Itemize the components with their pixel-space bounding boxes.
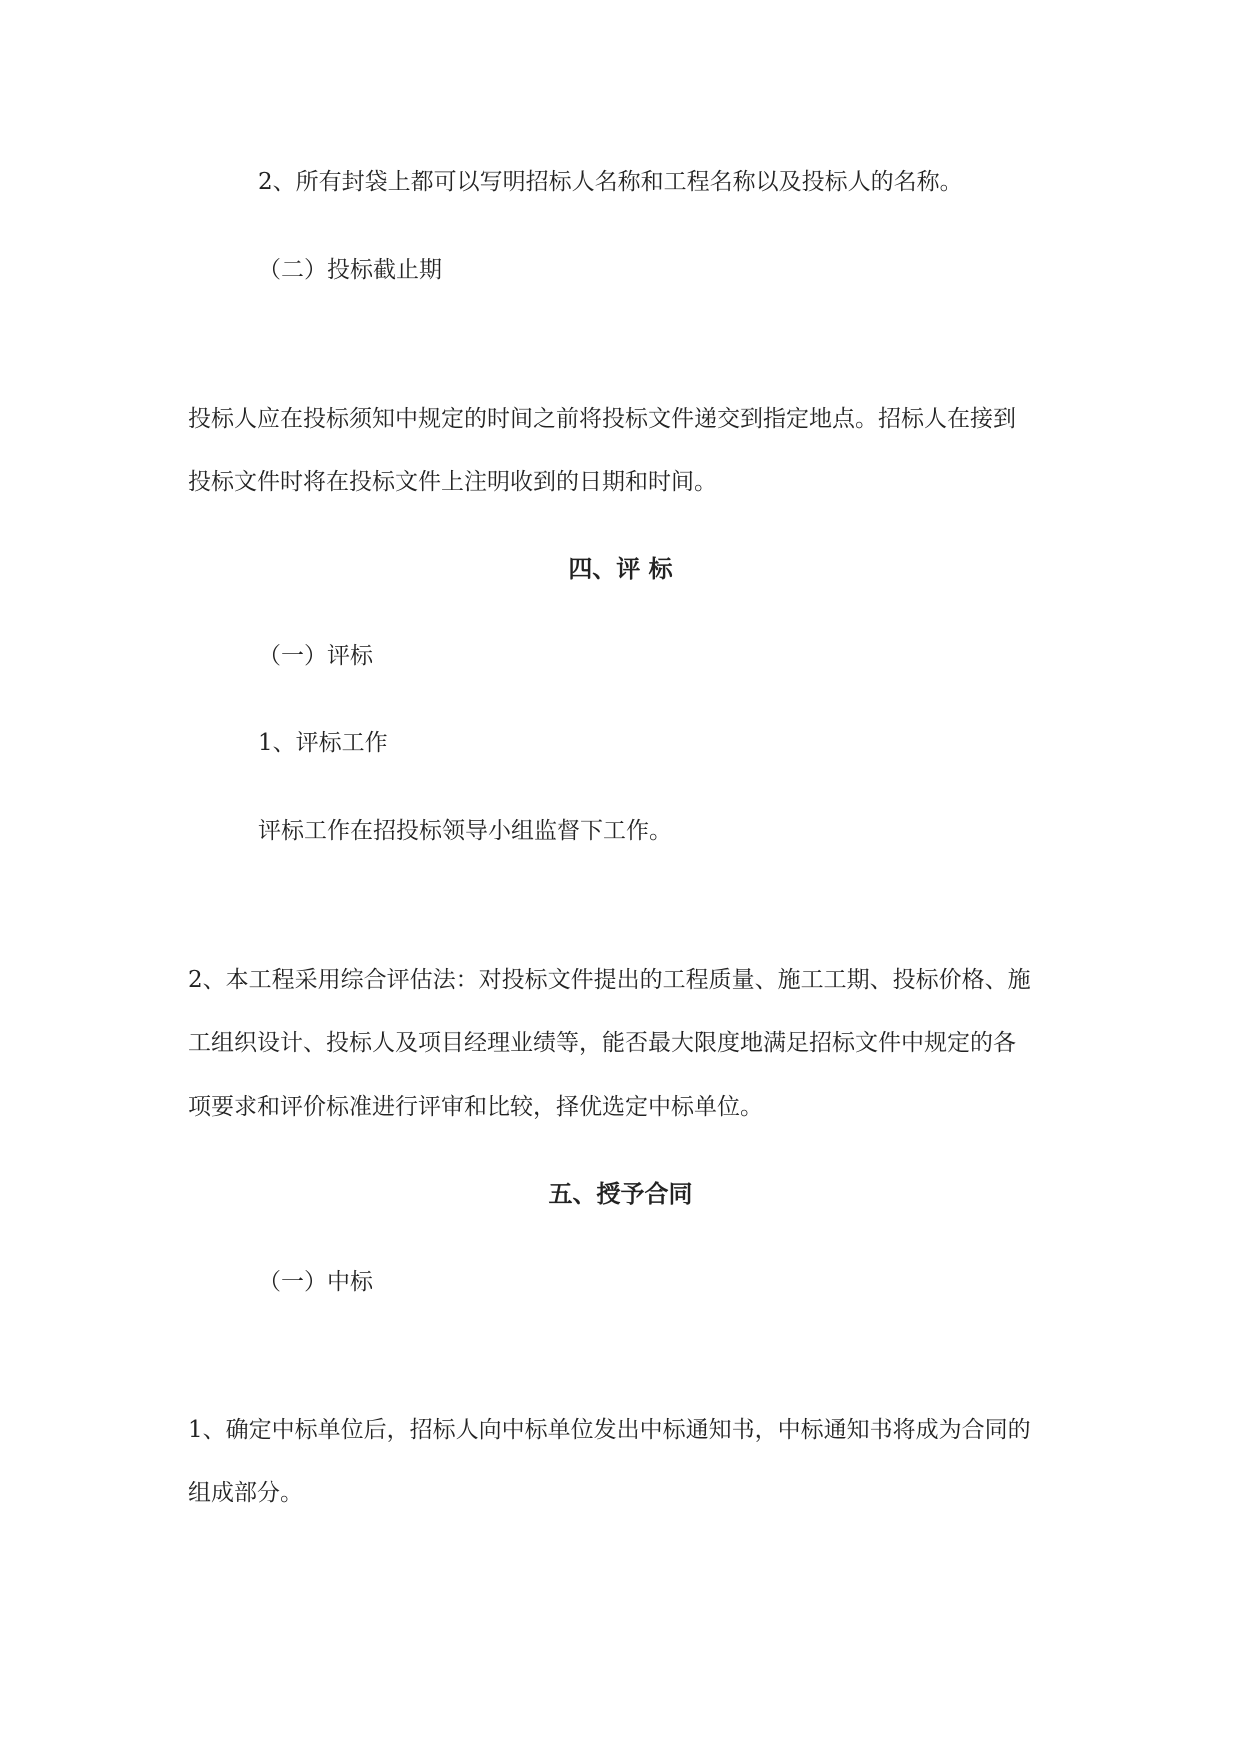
paragraph-envelope-label: 2、所有封袋上都可以写明招标人名称和工程名称以及投标人的名称。	[258, 169, 963, 195]
section-heading-evaluation: 四、评 标	[568, 555, 673, 583]
paragraph-award-line2: 组成部分。	[188, 1480, 303, 1506]
subsection-evaluation-title: （一）评标	[258, 643, 373, 669]
paragraph-method-line3: 项要求和评价标准进行评审和比较，择优选定中标单位。	[188, 1094, 763, 1120]
subsection-deadline-title: （二）投标截止期	[258, 257, 442, 283]
paragraph-deadline-line2: 投标文件时将在投标文件上注明收到的日期和时间。	[188, 469, 717, 495]
paragraph-award-line1: 1、确定中标单位后，招标人向中标单位发出中标通知书，中标通知书将成为合同的	[188, 1417, 1031, 1443]
paragraph-evaluation-supervision: 评标工作在招投标领导小组监督下工作。	[258, 818, 672, 844]
paragraph-method-line2: 工组织设计、投标人及项目经理业绩等，能否最大限度地满足招标文件中规定的各	[188, 1030, 1016, 1056]
item-evaluation-work: 1、评标工作	[258, 730, 388, 756]
paragraph-method-line1: 2、本工程采用综合评估法：对投标文件提出的工程质量、施工工期、投标价格、施	[188, 967, 1031, 993]
subsection-award-title: （一）中标	[258, 1269, 373, 1295]
section-heading-contract: 五、授予合同	[548, 1180, 693, 1208]
paragraph-deadline-line1: 投标人应在投标须知中规定的时间之前将投标文件递交到指定地点。招标人在接到	[188, 406, 1016, 432]
